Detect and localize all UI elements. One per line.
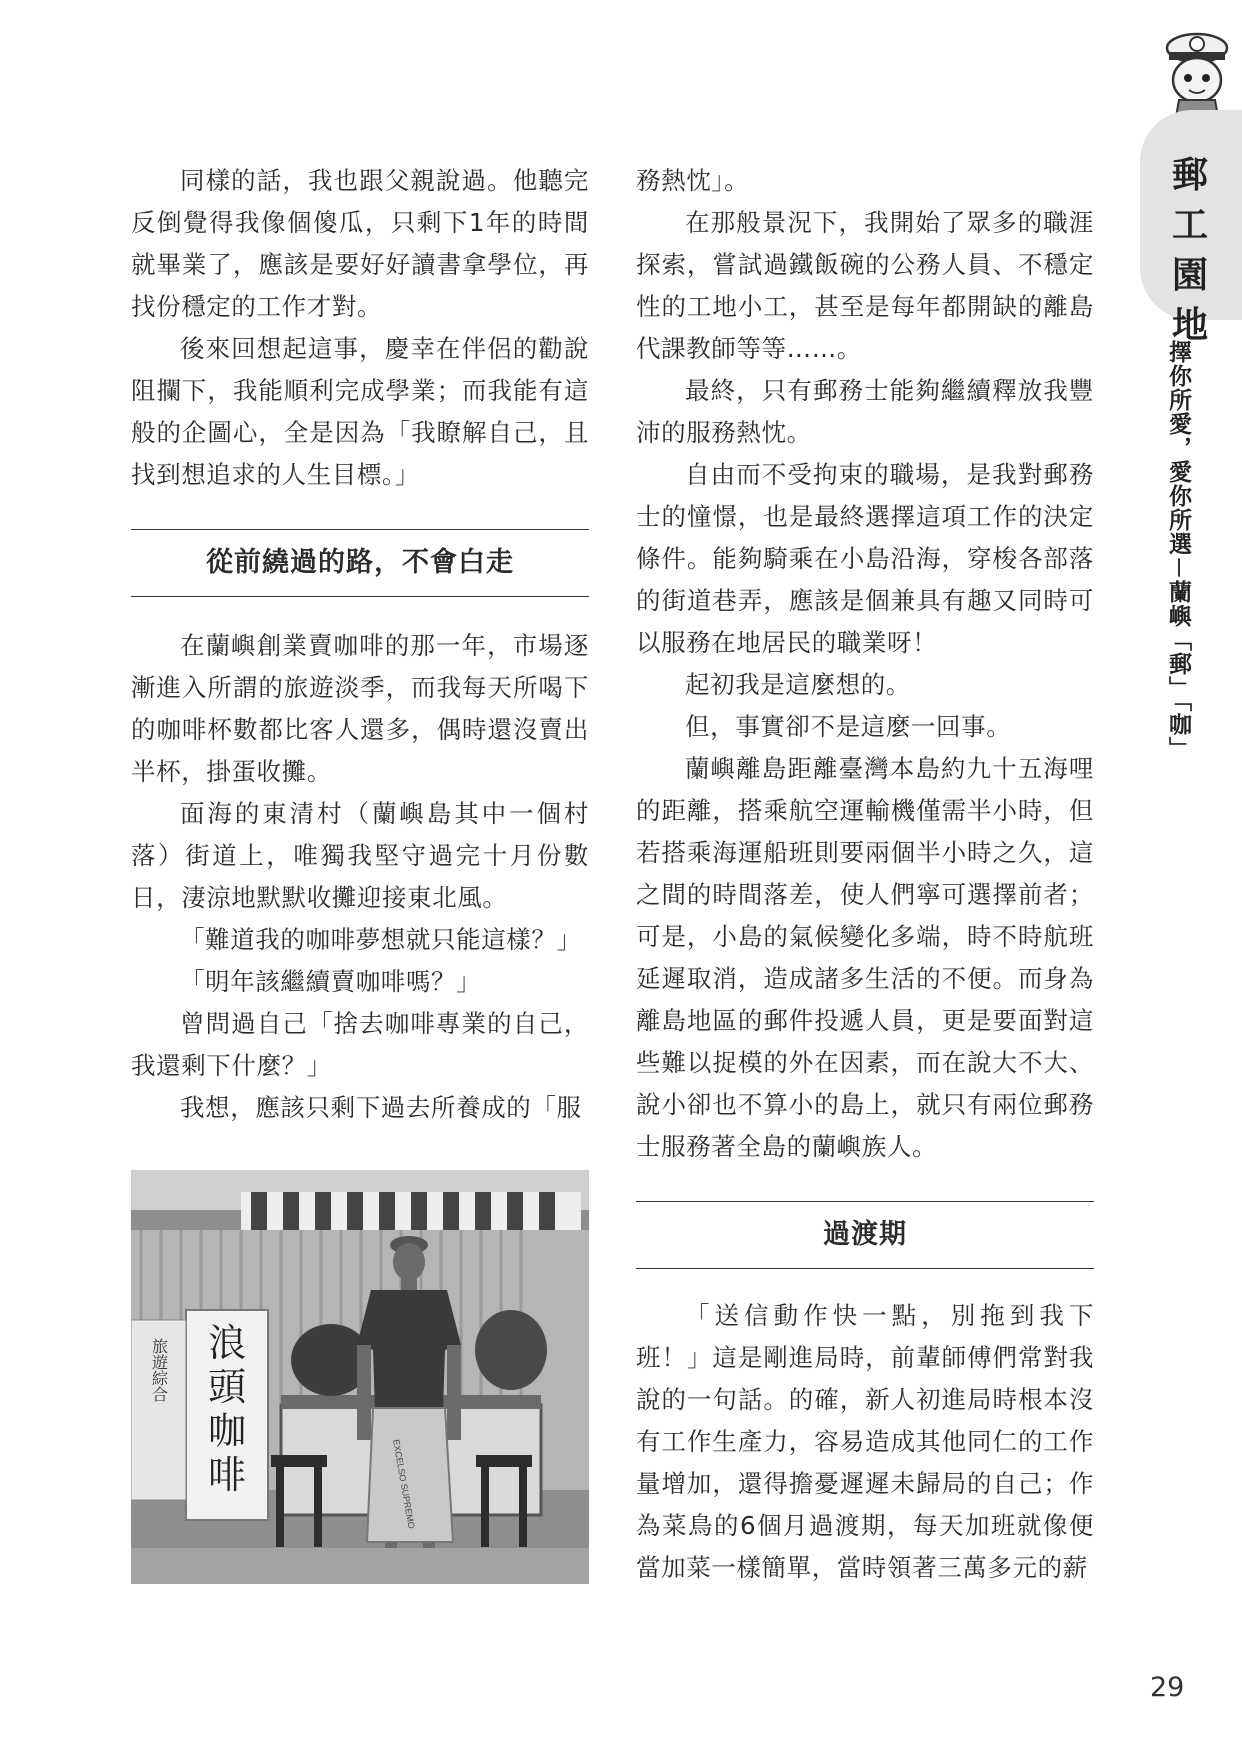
coffee-stand-photo (131, 1170, 589, 1584)
paragraph: 面海的東清村（蘭嶼島其中一個村落）街道上，唯獨我堅守過完十月份數日，淒涼地默默收攤迎接東北風。 (131, 799, 589, 912)
sign-char-3: 咖 (207, 1409, 247, 1453)
paragraph: 我想，應該只剩下過去所養成的「服 (180, 1093, 582, 1122)
paragraph: 在那般景況下，我開始了眾多的職涯探索，嘗試過鐵飯碗的公務人員、不穩定性的工地小工，甚至是每年都開缺的離島代課教師等等……。 (636, 208, 1094, 363)
paragraph: 起初我是這麼想的。 (685, 670, 911, 699)
paragraph: 蘭嶼離島距離臺灣本島約九十五海哩的距離，搭乘航空運輸機僅需半小時，但若搭乘海運船班則要兩個半小時之久，這之間的時間落差，使人們寧可選擇前者；可是，小島的氣候變化多端，時不時航班延遲取消，造成諸多生活的不便。而身為離島地區的郵件投遞人員，更是要面對這些難以捉模的外在因素，而在說大不大、說小卻也不算小的島上，就只有兩位郵務士服務著全島的蘭嶼族人。 (636, 754, 1094, 1161)
paragraph: 「送信動作快一點，別拖到我下班！」這是剛進局時，前輩師傅們常對我說的一句話。的確，新人初進局時根本沒有工作生產力，容易造成其他同仁的工作量增加，還得擔憂遲遲未歸局的自己；作為菜鳥的6個月過渡期，每天加班就像便當加菜一樣簡單，當時領著三萬多元的薪 (636, 1301, 1094, 1582)
postman-mascot-icon (1145, 30, 1242, 122)
paragraph: 同樣的話，我也跟父親說過。他聽完反倒覺得我像個傻瓜，只剩下1年的時間就畢業了，應該是要好好讀書拿學位，再找份穩定的工作才對。 (131, 166, 589, 321)
paragraph: 自由而不受拘束的職場，是我對郵務士的憧憬，也是最終選擇這項工作的決定條件。能夠騎乘在小島沿海，穿梭各部落的街道巷弄，應該是個兼具有趣又同時可以服務在地居民的職業呀！ (636, 460, 1094, 657)
paragraph: 「難道我的咖啡夢想就只能這樣？」 (180, 925, 582, 954)
paragraph: 最終，只有郵務士能夠繼續釋放我豐沛的服務熱忱。 (636, 376, 1094, 447)
article-running-title: 擇你所愛，愛你所選－蘭嶼「郵」「咖」 (1165, 340, 1191, 761)
section-tab-char: 園 (1171, 254, 1208, 296)
left-column-bottom (131, 625, 589, 1129)
section-heading-path: 從前繞過的路，不會白走 (131, 529, 589, 597)
section-tab-char: 地 (1171, 304, 1208, 346)
sign-char-1: 浪 (207, 1321, 247, 1365)
paragraph: 後來回想起這事，慶幸在伴侶的勸說阻攔下，我能順利完成學業；而我能有這般的企圖心，全是因為「我瞭解自己，且找到想追求的人生目標。」 (131, 334, 589, 489)
left-column-top (131, 160, 589, 496)
right-column-bottom (636, 1295, 1094, 1589)
paragraph-continued: 務熱忱」。 (636, 166, 750, 195)
right-column-top (636, 160, 1094, 1168)
paragraph: 在蘭嶼創業賣咖啡的那一年，市場逐漸進入所謂的旅遊淡季，而我每天所喝下的咖啡杯數都比客人還多，偶時還沒賣出半杯，掛蛋收攤。 (131, 631, 589, 786)
paragraph: 但，事實卻不是這麼一回事。 (685, 712, 1012, 741)
section-tab-char: 工 (1171, 204, 1208, 246)
sign-char-2: 頭 (207, 1365, 247, 1409)
paragraph: 「明年該繼續賣咖啡嗎？」 (180, 967, 482, 996)
section-heading-transition: 過渡期 (636, 1201, 1094, 1269)
page-number: 29 (1150, 1672, 1185, 1703)
section-tab-label (1160, 150, 1220, 350)
section-tab-char: 郵 (1171, 154, 1208, 196)
sack-print: EXCELSO SUPREMO (391, 1438, 417, 1530)
side-sign-text: 旅遊綜合 (149, 1338, 169, 1402)
paragraph: 曾問過自己「捨去咖啡專業的自己，我還剩下什麼？」 (131, 1009, 589, 1080)
sign-char-4: 啡 (207, 1453, 247, 1497)
